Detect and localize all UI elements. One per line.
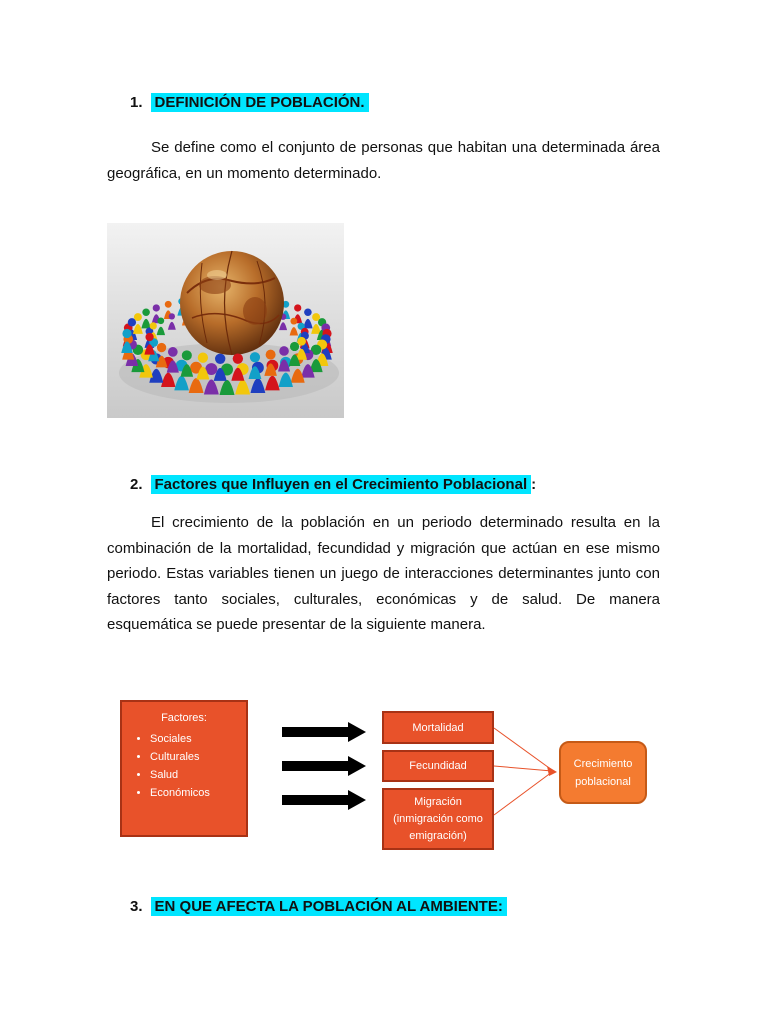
mortalidad-label: Mortalidad [412, 721, 464, 734]
section-3-title: EN QUE AFECTA LA POBLACIÓN AL AMBIENTE: [151, 897, 507, 916]
arrow-2-head [348, 756, 366, 776]
factor-item: • Económicos [150, 784, 246, 802]
factor-item: • Sociales [150, 730, 246, 748]
arrow-3-head [348, 790, 366, 810]
migracion-box [382, 788, 494, 850]
arrow-1-head [348, 722, 366, 742]
section-1-heading [130, 93, 369, 112]
section-2-title-suffix: : [531, 476, 537, 493]
section-1-paragraph: Se define como el conjunto de personas que habitan una determinada área geográfica, en un momento determinado. [107, 139, 660, 182]
section-2-heading [130, 475, 536, 494]
factors-box [120, 700, 248, 837]
connector-fecundidad [494, 766, 552, 771]
section-2-number: 2. [130, 476, 143, 493]
factor-item: • Culturales [150, 748, 246, 766]
fecundidad-box [382, 750, 494, 782]
globe-people-photo [107, 223, 344, 418]
factors-list [122, 730, 246, 802]
section-1-number: 1. [130, 94, 143, 111]
section-3-heading [130, 897, 507, 916]
arrow-2-shaft [282, 761, 352, 771]
mortalidad-box [382, 711, 494, 744]
arrow-3-shaft [282, 795, 352, 805]
crecimiento-box [559, 741, 647, 804]
section-1-title: DEFINICIÓN DE POBLACIÓN. [151, 93, 369, 112]
connector-migracion [494, 772, 552, 815]
arrow-1-shaft [282, 727, 352, 737]
section-2-paragraph: El crecimiento de la población en un periodo determinado resulta en la combinación de la mortalidad, fecundidad y migración que actúan en ese mismo periodo. Estas variables tienen un juego de interacciones determinantes junto con factores tanto sociales, culturales, económicas y de salud. De manera esquemática se puede presentar de la siguiente manera. [107, 514, 660, 633]
crecimiento-label: Crecimiento poblacional [573, 757, 633, 788]
section-2-title: Factores que Influyen en el Crecimiento Poblacional [151, 475, 532, 494]
connector-arrowhead [547, 766, 557, 776]
migracion-label: Migración (inmigración como emigración) [393, 795, 483, 842]
connector-mortalidad [494, 728, 552, 770]
section-3-number: 3. [130, 898, 143, 915]
factor-item: • Salud [150, 766, 246, 784]
fecundidad-label: Fecundidad [409, 760, 467, 772]
factors-title: Factores: [161, 712, 207, 724]
